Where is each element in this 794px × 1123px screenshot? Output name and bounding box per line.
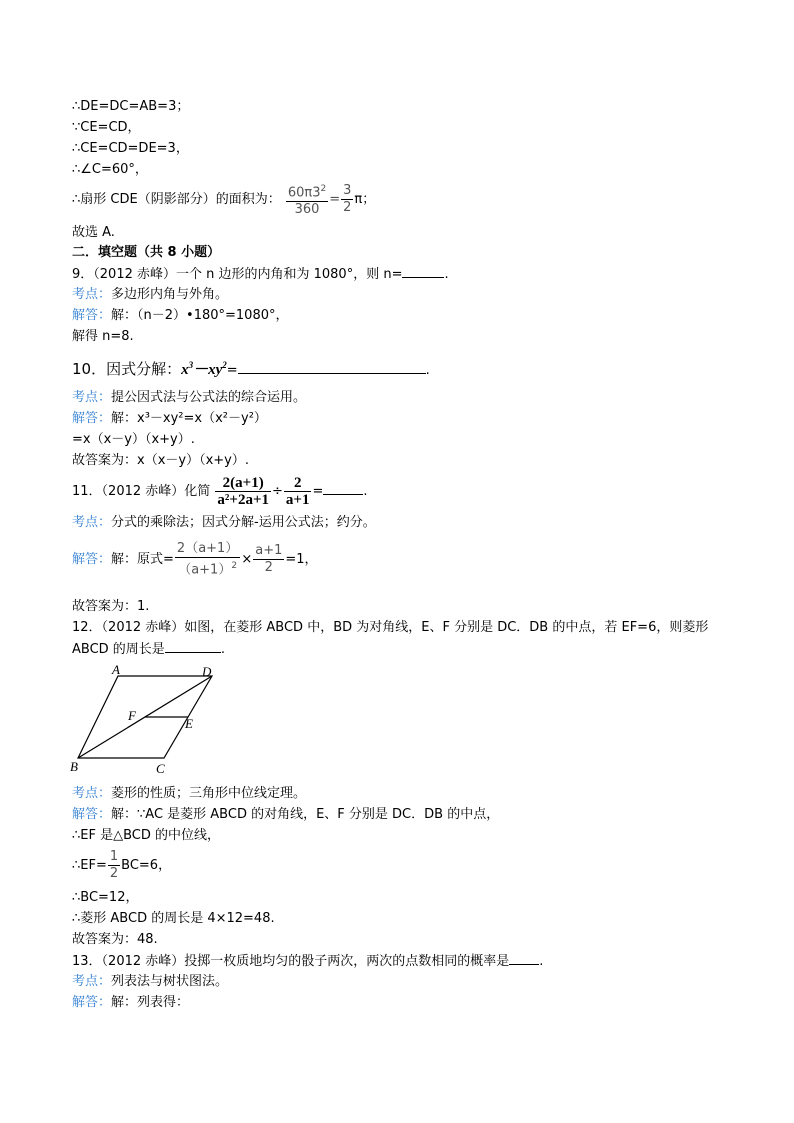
- denominator: 2: [343, 200, 352, 215]
- answer-line: 故选 A.: [72, 225, 115, 240]
- answer-blank: [402, 265, 444, 278]
- solution-line: ∵CE=CD，: [72, 120, 141, 135]
- question-12-line2: [72, 640, 225, 659]
- label-a: A: [112, 664, 120, 677]
- label-f: F: [128, 708, 136, 723]
- period: .: [444, 267, 449, 282]
- kaodian-label: 考点：: [72, 515, 112, 530]
- jieda-label: 解答：: [72, 411, 112, 426]
- solution-line: 解得 n=8.: [72, 329, 134, 344]
- term: x: [181, 362, 189, 378]
- exponent: 2: [222, 360, 227, 370]
- kaodian-line: [72, 389, 306, 407]
- kaodian-line: [72, 973, 228, 991]
- solution-line: ∴CE=CD=DE=3，: [72, 141, 189, 156]
- equals: =: [329, 192, 341, 207]
- label-e: E: [185, 716, 193, 731]
- fraction: [215, 475, 271, 508]
- solution-text: 解：原式=: [111, 552, 174, 567]
- section-heading: 二．填空题（共 8 小题）: [72, 245, 221, 260]
- jieda-line: [72, 307, 288, 325]
- kaodian-label: 考点：: [72, 287, 112, 302]
- kaodian-text: 分式的乘除法；因式分解-运用公式法；约分。: [111, 515, 376, 530]
- period: .: [363, 484, 368, 499]
- kaodian-text: 提公因式法与公式法的综合运用。: [111, 390, 307, 405]
- denominator: （a+1）: [178, 562, 232, 578]
- denominator: 2: [109, 866, 119, 881]
- solution-text: =1，: [285, 552, 318, 567]
- equals: =: [226, 363, 238, 378]
- kaodian-label: 考点：: [72, 390, 112, 405]
- kaodian-line: [72, 286, 228, 304]
- question-text: ABCD 的周长是: [72, 642, 165, 657]
- jieda-label: 解答：: [72, 995, 112, 1010]
- solution-text: ∴EF=: [72, 858, 107, 873]
- kaodian-text: 菱形的性质；三角形中位线定理。: [111, 786, 307, 801]
- text: π；: [354, 192, 376, 207]
- period: .: [539, 954, 544, 969]
- question-13: [72, 952, 543, 971]
- question-11: [72, 472, 368, 512]
- jieda-label: 解答：: [72, 308, 112, 323]
- sector-area-line: [72, 180, 375, 220]
- divide-sign: ÷: [272, 484, 283, 499]
- denominator: a+1: [285, 492, 310, 508]
- kaodian-label: 考点：: [72, 786, 112, 801]
- numerator: 1: [109, 849, 119, 864]
- numerator: 2（a+1）: [176, 540, 239, 556]
- question-text: 13．（2012 赤峰）投掷一枚质地均匀的骰子两次，两次的点数相同的概率是: [72, 954, 510, 969]
- question-9: [72, 265, 449, 284]
- label-c: C: [156, 761, 165, 776]
- exponent: 3: [188, 360, 194, 370]
- numerator: a+1: [255, 543, 283, 558]
- solution-text: BC=6，: [121, 858, 172, 873]
- solution-line: ∴DE=DC=AB=3；: [72, 99, 190, 114]
- answer-line: 故答案为：x（x－y）（x+y）.: [72, 453, 249, 468]
- jieda-label: 解答：: [72, 552, 112, 567]
- answer-blank: [323, 482, 363, 495]
- question-text: 9．（2012 赤峰）一个 n 边形的内角和为 1080°，则 n=: [72, 267, 403, 282]
- numerator: 2: [284, 475, 312, 492]
- fraction: [175, 541, 240, 578]
- answer-line: 故答案为：48.: [72, 932, 158, 947]
- solution-line: ∴∠C=60°，: [72, 162, 148, 177]
- solution-text: 解：∵AC 是菱形 ABCD 的对角线，E、F 分别是 DC．DB 的中点，: [111, 807, 500, 822]
- kaodian-line: [72, 785, 306, 803]
- period: .: [220, 642, 225, 657]
- answer-line: 故答案为：1.: [72, 599, 150, 614]
- times-sign: ×: [241, 552, 253, 567]
- text: ∴扇形 CDE（阴影部分）的面积为：: [72, 192, 281, 207]
- denominator: 2: [264, 560, 273, 575]
- numerator: 2(a+1): [215, 475, 271, 492]
- answer-blank: [509, 952, 539, 965]
- kaodian-text: 多边形内角与外角。: [111, 287, 229, 302]
- question-text: 10．因式分解：: [72, 360, 182, 378]
- solution-line: =x（x－y）（x+y）.: [72, 432, 195, 447]
- question-10: [72, 356, 430, 380]
- solution-text: 解：列表得：: [111, 995, 190, 1010]
- denominator: 360: [294, 202, 320, 218]
- rhombus-figure: [68, 664, 228, 780]
- answer-blank: [165, 640, 221, 653]
- fraction: [341, 183, 353, 216]
- kaodian-line: [72, 514, 376, 532]
- jieda-label: 解答：: [72, 807, 112, 822]
- solution-line: ∴EF 是△BCD 的中位线，: [72, 828, 221, 843]
- fraction: [284, 475, 312, 508]
- exponent: 2: [320, 183, 327, 194]
- solution-text: 解：（n－2）•180°=1080°，: [111, 308, 289, 323]
- jieda-line: [72, 538, 318, 582]
- label-d: D: [202, 664, 212, 679]
- expression: [181, 362, 227, 378]
- numerator: 60π3: [287, 185, 321, 201]
- kaodian-text: 列表法与树状图法。: [111, 974, 229, 989]
- jieda-line: [72, 410, 267, 428]
- solution-line: ∴菱形 ABCD 的周长是 4×12=48.: [72, 911, 275, 926]
- fraction: [253, 543, 284, 576]
- fraction: [108, 849, 120, 882]
- jieda-line: [72, 806, 499, 824]
- solution-text: 解：x³－xy²=x（x²－y²）: [111, 411, 267, 426]
- denominator: a²+2a+1: [217, 492, 269, 508]
- kaodian-label: 考点：: [72, 974, 112, 989]
- question-12-line1: 12．（2012 赤峰）如图，在菱形 ABCD 中，BD 为对角线，E、F 分别是 DC．DB 的中点，若 EF=6，则菱形: [72, 620, 709, 635]
- fraction: [286, 181, 328, 218]
- exponent: 2: [231, 560, 238, 571]
- answer-blank: [238, 361, 426, 374]
- label-b: B: [70, 759, 78, 774]
- period: .: [425, 363, 430, 378]
- equals: =: [312, 484, 324, 499]
- solution-line: [72, 848, 171, 884]
- numerator: 3: [343, 183, 352, 198]
- question-text: 11．（2012 赤峰）化简: [72, 484, 211, 499]
- term: －xy: [193, 362, 223, 378]
- solution-line: ∴BC=12，: [72, 890, 139, 905]
- jieda-line: [72, 994, 189, 1012]
